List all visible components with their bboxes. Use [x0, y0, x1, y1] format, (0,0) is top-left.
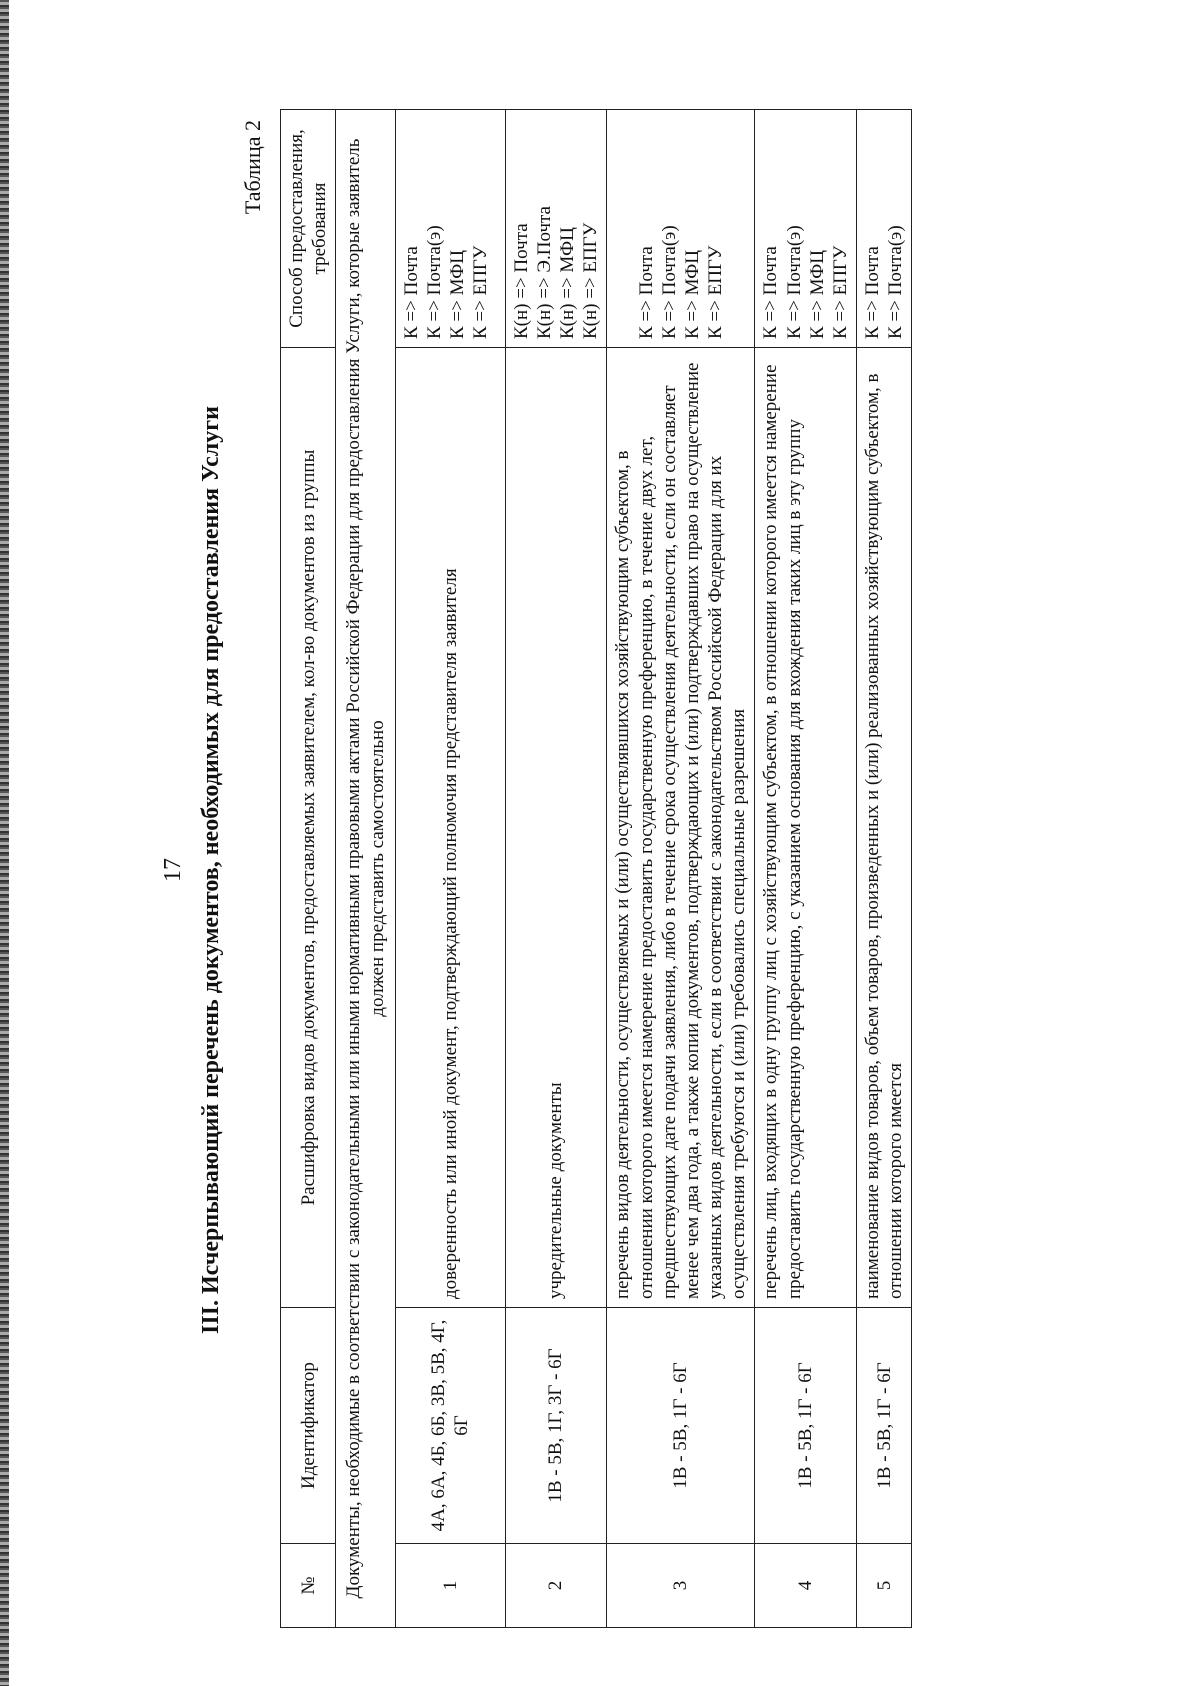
documents-table — [280, 109, 912, 1628]
scan-edge — [0, 0, 9, 1686]
row-number: 3 — [607, 1544, 755, 1628]
table-row — [755, 110, 857, 1628]
rotated-page — [150, 100, 1160, 1640]
page-number: 17 — [160, 858, 186, 882]
table-row — [395, 110, 505, 1628]
row-number: 1 — [395, 1544, 505, 1628]
table-caption: Таблица 2 — [240, 120, 265, 215]
row-identifier: 1В - 5В, 1Г - 6Г — [607, 1308, 755, 1544]
table-row — [505, 110, 607, 1628]
header-identifier: Идентификатор — [281, 1308, 336, 1544]
row-identifier: 4А, 6А, 4Б, 6Б, 3В, 5В, 4Г, 6Г — [395, 1308, 505, 1544]
row-identifier: 1В - 5В, 1Г - 6Г — [857, 1308, 912, 1544]
row-method: К => Почта К => Почта(э) К => МФЦ К => ЕПГУ — [607, 110, 755, 348]
row-number: 4 — [755, 1544, 857, 1628]
header-description: Расшифровка видов документов, предоставляемых заявителем, кол-во документов из группы — [281, 348, 336, 1308]
row-identifier: 1В - 5В, 1Г - 6Г — [755, 1308, 857, 1544]
table-row — [607, 110, 755, 1628]
row-method: К => Почта К => Почта(э) К => МФЦ К => ЕПГУ — [395, 110, 505, 348]
row-description: учредительные документы — [505, 348, 607, 1308]
table-header-row — [281, 110, 336, 1628]
row-method: К => Почта К => Почта(э) К => МФЦ К => ЕПГУ — [755, 110, 857, 348]
section-title: III. Исчерпывающий перечень документов, необходимых для предоставления Услуги — [198, 406, 224, 1335]
header-method: Способ предоставления, требования — [281, 110, 336, 348]
row-number: 5 — [857, 1544, 912, 1628]
table-row — [857, 110, 912, 1628]
row-description: наименование видов товаров, объем товаров, произведенных и (или) реализованных хозяйствующим субъектом, в отношении которого имеется — [857, 348, 912, 1308]
row-description: доверенность или иной документ, подтверждающий полномочия представителя заявителя — [395, 348, 505, 1308]
header-num: № — [281, 1544, 336, 1628]
row-method: К => Почта К => Почта(э) — [857, 110, 912, 348]
row-description: перечень лиц, входящих в одну группу лиц с хозяйствующим субъектом, в отношении которого имеется намерение предоставить государственную преференцию, с указанием основания для вхождения таких лиц в эту группу — [755, 348, 857, 1308]
row-method: К(н) => Почта К(н) => Э.Почта К(н) => МФЦ К(н) => ЕПГУ — [505, 110, 607, 348]
group-heading-row — [336, 110, 395, 1628]
group-heading: Документы, необходимые в соответствии с законодательными или иными нормативными правовыми актами Российской Федерации для предоставления Услуги, которые заявитель должен представить самостоятельно — [336, 110, 395, 1628]
row-number: 2 — [505, 1544, 607, 1628]
row-identifier: 1В - 5В, 1Г, 3Г - 6Г — [505, 1308, 607, 1544]
row-description: перечень видов деятельности, осуществляемых и (или) осуществлявшихся хозяйствующим субъектом, в отношении которого имеется намерение предоставить государственную преференцию, в течение двух лет, предшествующих дате подачи заявления, либо в течение срока осуществления деятельности, если он составляет менее чем два года, а также копии документов, подтверждающих и (или) подтверждавших право на осуществление указанных видов деятельности, если в соответствии с законодательством Российской Федерации для их осуществления требуются и (или) требовались специальные разрешения — [607, 348, 755, 1308]
